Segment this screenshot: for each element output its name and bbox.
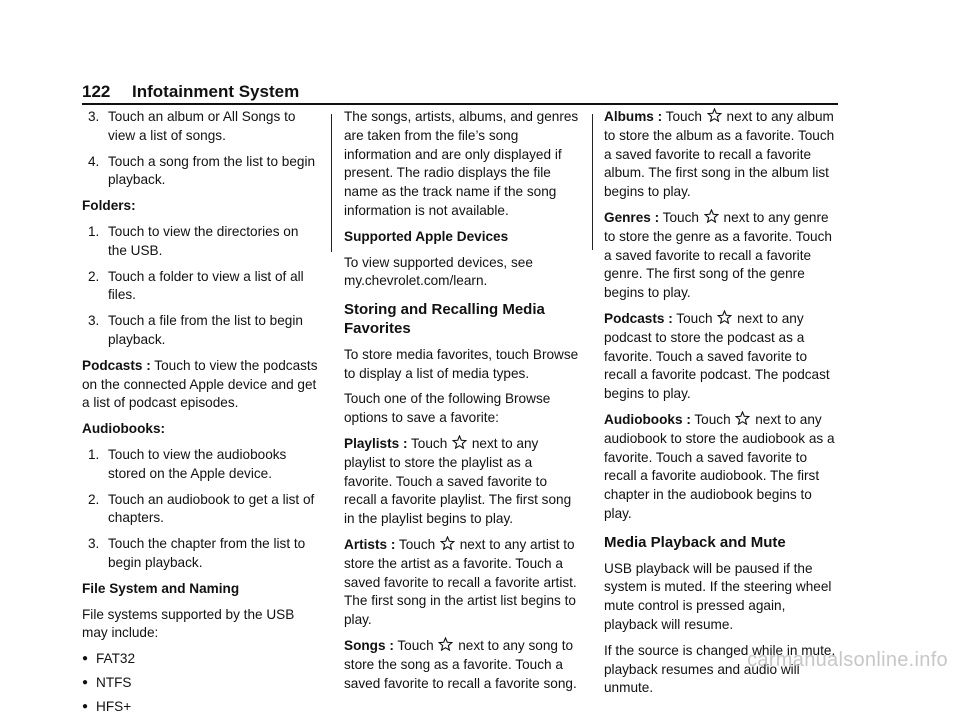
bullet-icon: ● — [82, 653, 89, 665]
list-item: 1. Touch to view the directories on the USB. — [88, 223, 299, 258]
supported-devices-text: To view supported devices, see my.chevrolet.com/learn. — [344, 254, 533, 289]
list-item: 3. Touch the chapter from the list to begin playback. — [88, 536, 306, 570]
file-system-text: File systems supported by the USB may include: — [82, 606, 295, 641]
audiobooks-favorite-paragraph: Audiobooks : Touch next to any audiobook to store the audiobook as a favorite. Touch a saved favorite to recall a favorite audiobook. The first chapter in the audiobook begins to play. — [604, 411, 835, 521]
favorites-heading: Storing and Recalling Media Favorites — [344, 301, 545, 337]
star-outline-icon — [440, 536, 455, 550]
page-header — [82, 82, 299, 102]
list-item: 2. Touch an audiobook to get a list of chapters. — [88, 491, 315, 526]
list-item: ● NTFS — [82, 674, 318, 693]
page-number: 122 — [82, 82, 111, 101]
star-outline-icon — [707, 108, 722, 122]
star-outline-icon — [735, 411, 750, 425]
supported-devices-heading: Supported Apple Devices — [344, 228, 509, 244]
footer — [0, 649, 960, 672]
playback-mute-text-1: USB playback will be paused if the system is muted. If the steering wheel mute control is pressed again, playback will resume. — [604, 560, 832, 632]
song-info-paragraph: The songs, artists, albums, and genres are taken from the file’s song information and are only displayed if present. The radio displays the file name as the track name if the song information is not available. — [344, 109, 579, 218]
favorites-options-intro: Touch one of the following Browse options to save a favorite: — [344, 391, 551, 426]
section-title: Infotainment System — [132, 82, 300, 101]
bullet-icon: ● — [82, 676, 89, 688]
list-item: 3. Touch a file from the list to begin playback. — [88, 313, 303, 347]
list-item: ● HFS+ — [82, 698, 318, 717]
folders-heading: Folders: — [82, 198, 136, 214]
star-outline-icon — [704, 209, 719, 223]
playback-mute-text-2: If the source is changed while in mute, playback resumes and audio will unmute. — [604, 642, 836, 696]
playback-mute-heading: Media Playback and Mute — [604, 533, 786, 551]
playlists-paragraph: Playlists : Touch next to any playlist to store the playlist as a favorite. Touch a saved favorite to recall a favorite playlist. The first song in the playlist begins to play. — [344, 435, 572, 527]
audiobooks-heading: Audiobooks: — [82, 421, 166, 437]
genres-paragraph: Genres : Touch next to any genre to store the genre as a favorite. Touch a saved favorite to recall a favorite genre. The first song of the genre begins to play. — [604, 209, 832, 301]
column-2 — [344, 108, 582, 700]
column-divider-2 — [592, 114, 593, 250]
artists-paragraph: Artists : Touch next to any artist to store the artist as a favorite. Touch a saved favorite to recall a favorite artist. The first song in the artist list begins to play. — [344, 536, 577, 628]
podcasts-paragraph: Podcasts : Touch to view the podcasts on the connected Apple device and get a list of podcast episodes. — [82, 357, 318, 411]
file-system-heading: File System and Naming — [82, 580, 240, 596]
star-outline-icon — [717, 310, 732, 324]
column-1 — [82, 108, 318, 722]
star-outline-icon — [452, 435, 467, 449]
favorites-intro: To store media favorites, touch Browse to display a list of media types. — [344, 346, 579, 381]
bullet-icon: ● — [82, 700, 89, 712]
header-rule — [82, 103, 838, 105]
list-item: ● FAT32 — [82, 650, 318, 669]
list-item: 3. Touch an album or All Songs to view a list of songs. — [88, 109, 296, 143]
watermark: carmanualsonline.info — [747, 649, 948, 671]
songs-paragraph: Songs : Touch next to any song to store the song as a favorite. Touch a saved favorite to recall a favorite song. — [344, 637, 577, 691]
column-3 — [604, 108, 840, 705]
list-item: 1. Touch to view the audiobooks stored on the Apple device. — [88, 446, 287, 481]
albums-paragraph: Albums : Touch next to any album to store the album as a favorite. Touch a saved favorite to recall a favorite album. The first song in the album list begins to play. — [604, 109, 835, 200]
list-item: 4. Touch a song from the list to begin playback. — [88, 153, 316, 188]
list-item: 2. Touch a folder to view a list of all files. — [88, 268, 304, 303]
podcasts-favorite-paragraph: Podcasts : Touch next to any podcast to store the podcast as a favorite. Touch a saved favorite to recall a favorite podcast. The podcast begins to play. — [604, 310, 830, 402]
column-divider-1 — [331, 114, 332, 252]
